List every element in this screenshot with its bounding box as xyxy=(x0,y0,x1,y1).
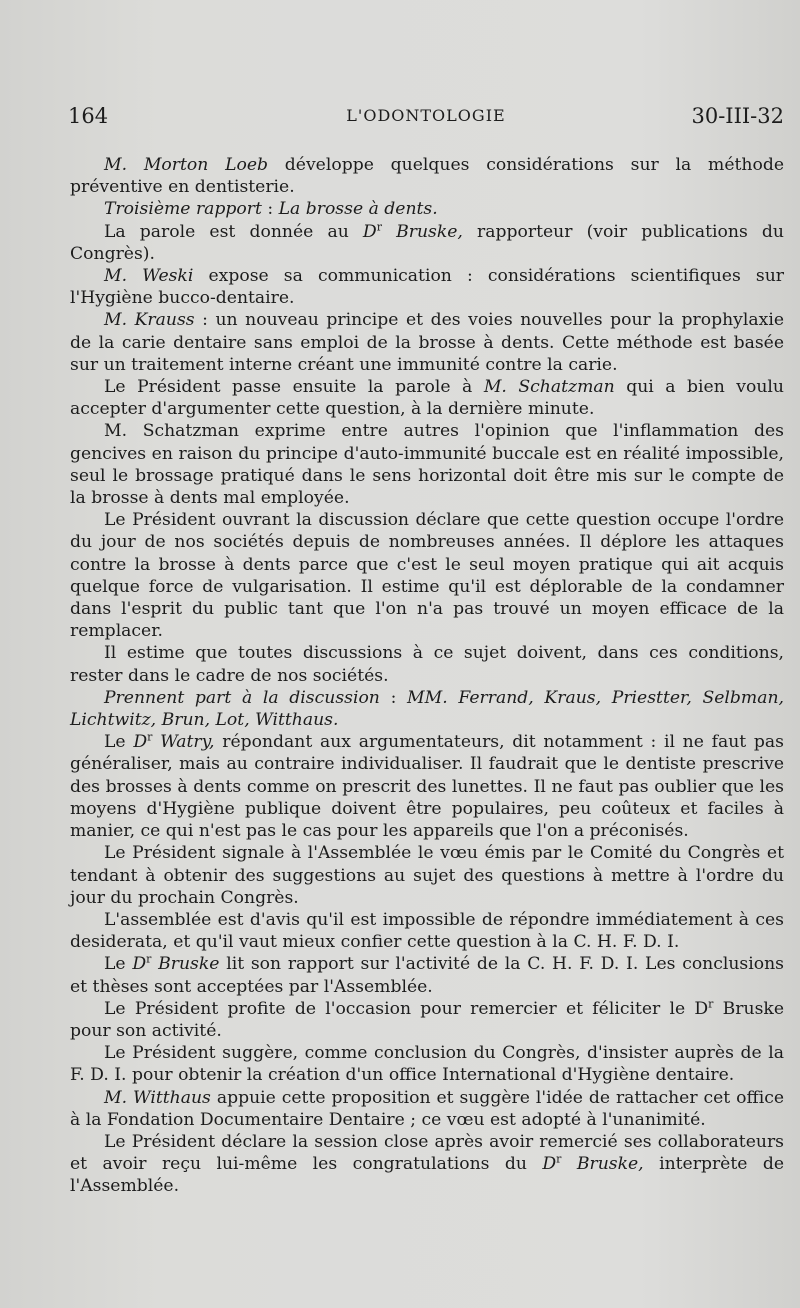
superscript-text: r xyxy=(147,730,153,744)
paragraph xyxy=(70,1087,784,1131)
superscript-text: r xyxy=(708,996,714,1010)
page-number: 164 xyxy=(68,104,109,128)
text-run: répondant aux argumentateurs, dit notamment : il ne faut pas généraliser, mais au contraire individualiser. Il faudrait que le dentiste prescrive des brosses à dents comme on prescrit des lunettes. Il ne faut pas oublier que les moyens d'Hygiène publique doivent être populaires, peu coûteux et faciles à manier, ce qui n'est pas le cas pour les appareils que l'on a préconisés. xyxy=(70,732,784,842)
paragraph xyxy=(70,1042,784,1086)
paragraph xyxy=(70,198,784,220)
italic-text: Prennent part à la discussion xyxy=(104,687,380,708)
paragraph xyxy=(70,731,784,842)
superscript-text: r xyxy=(376,219,382,233)
paragraph xyxy=(70,953,784,997)
text-run: : un nouveau principe et des voies nouvelles pour la prophylaxie de la carie dentaire sans emploi de la brosse à dents. Cette méthode est basée sur un traitement interne créant une immunité contre la carie. xyxy=(70,310,784,375)
italic-text: Bruske, xyxy=(561,1154,644,1175)
italic-text: MM. Ferrand, Kraus, Priestter, Selbman, Lichtwitz, Brun, Lot, Witthaus. xyxy=(70,687,785,731)
italic-text: M. Schatzman xyxy=(483,377,615,398)
text-run: : xyxy=(379,687,408,708)
text-run: lit son rapport sur l'activité de la C. H. F. D. I. Les conclusions et thèses sont acceptées par l'Assemblée. xyxy=(70,954,784,997)
italic-text: Watry, xyxy=(152,732,215,753)
superscript-text: r xyxy=(146,952,152,966)
paragraph xyxy=(70,376,784,420)
page-header xyxy=(68,104,784,134)
text-run: rapporteur (voir publications du Congrès). xyxy=(70,221,784,264)
italic-text: D xyxy=(542,1154,557,1175)
italic-text: D xyxy=(133,732,148,753)
italic-text: M. Weski xyxy=(104,266,194,287)
paragraph xyxy=(70,420,784,509)
body-text xyxy=(70,154,784,1198)
text-run: Le Président passe ensuite la parole à xyxy=(104,377,484,398)
issue-date: 30-III-32 xyxy=(691,104,784,128)
text-run: Le Président ouvrant la discussion déclare que cette question occupe l'ordre du jour de nos sociétés depuis de nombreuses années. Il déplore les attaques contre la brosse à dents parce que c'est le seul moyen pratique qui ait acquis quelque force de vulgarisation. Il estime qu'il est déplorable de la condamner dans l'esprit du public tant que l'on n'a pas trouvé un moyen efficace de la remplacer. xyxy=(70,510,784,642)
text-run: Le Président signale à l'Assemblée le vœu émis par le Comité du Congrès et tendant à obtenir des suggestions au sujet des questions à mettre à l'ordre du jour du prochain Congrès. xyxy=(70,843,784,908)
italic-text: M. Morton Loeb xyxy=(104,155,269,175)
italic-text: D xyxy=(132,954,147,975)
text-run: Il estime que toutes discussions à ce sujet doivent, dans ces conditions, rester dans le cadre de nos sociétés. xyxy=(70,643,784,686)
text-run: expose sa communication : considérations scientifiques sur l'Hygiène bucco-dentaire. xyxy=(70,266,784,309)
text-run: Le xyxy=(104,954,133,975)
italic-text: Troisième rapport xyxy=(104,199,262,220)
paragraph xyxy=(70,998,784,1042)
paragraph xyxy=(70,221,784,265)
text-run: La parole est donnée au xyxy=(104,221,363,242)
running-title: L'ODONTOLOGIE xyxy=(346,106,506,125)
text-run: Le Président suggère, comme conclusion du Congrès, d'insister auprès de la F. D. I. pour obtenir la création d'un office International d'Hygiène dentaire. xyxy=(70,1043,784,1086)
text-run: développe quelques considérations sur la méthode préventive en dentisterie. xyxy=(70,155,784,198)
italic-text: D xyxy=(362,221,377,242)
paragraph xyxy=(70,509,784,642)
italic-text: Bruske, xyxy=(381,221,463,242)
text-run: Bruske pour son activité. xyxy=(70,998,784,1041)
text-run: Le Président déclare la session close après avoir remercié ses collaborateurs et avoir reçu lui-même les congratulations du xyxy=(70,1131,784,1175)
paragraph xyxy=(70,309,784,376)
paragraph xyxy=(70,687,784,731)
italic-text: La brosse à dents. xyxy=(278,199,438,220)
paragraph xyxy=(70,1131,784,1198)
text-run: L'assemblée est d'avis qu'il est impossible de répondre immédiatement à ces desiderata, et qu'il vaut mieux confier cette question à la C. H. F. D. I. xyxy=(70,909,784,953)
italic-text: M. Witthaus xyxy=(104,1087,211,1108)
text-run: Le xyxy=(104,732,134,753)
text-run: interprète de l'Assemblée. xyxy=(70,1154,785,1197)
superscript-text: r xyxy=(556,1152,562,1166)
italic-text: Bruske xyxy=(151,954,220,975)
paragraph xyxy=(70,909,784,953)
text-run: appuie cette proposition et suggère l'idée de rattacher cet office à la Fondation Documentaire Dentaire ; ce vœu est adopté à l'unanimité. xyxy=(70,1087,785,1130)
paragraph xyxy=(70,642,784,686)
text-run: qui a bien voulu accepter d'argumenter cette question, à la dernière minute. xyxy=(70,377,784,420)
paragraph xyxy=(70,265,784,309)
paragraph xyxy=(70,154,784,198)
text-run: Le Président profite de l'occasion pour remercier et féliciter le D xyxy=(104,998,709,1019)
text-run: : xyxy=(261,199,279,220)
text-run: M. Schatzman exprime entre autres l'opinion que l'inflammation des gencives en raison du principe d'auto-immunité buccale est en réalité impossible, seul le brossage pratiqué dans le sens horizontal doit être mis sur le compte de la brosse à dents mal employée. xyxy=(70,421,784,509)
paragraph xyxy=(70,842,784,909)
italic-text: M. Krauss xyxy=(104,310,195,331)
